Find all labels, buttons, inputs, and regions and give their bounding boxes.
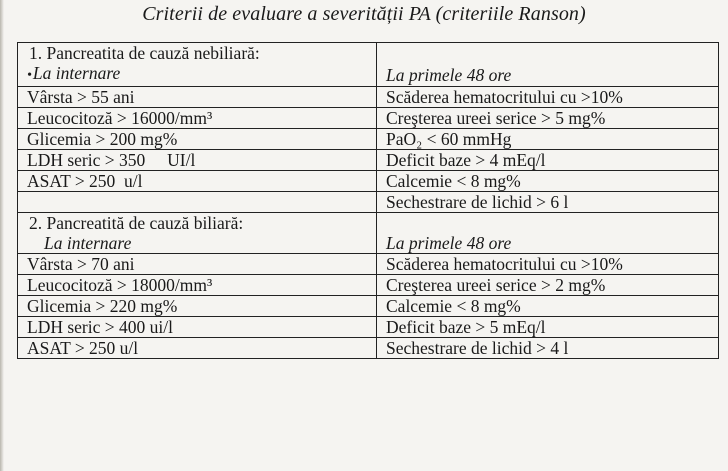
- ranson-criteria-table: [17, 42, 719, 359]
- first48-criterion: Calcemie < 8 mg%: [377, 296, 719, 317]
- table-row: [18, 338, 719, 359]
- section-subheading-row: [18, 63, 719, 87]
- first48-criterion: Deficit baze > 4 mEq/l: [377, 150, 719, 171]
- admission-criterion: Glicemia > 220 mg%: [18, 296, 377, 317]
- first48-criterion: Scăderea hematocritului cu >10%: [377, 87, 719, 108]
- page-title: Criterii de evaluare a severității PA (criteriile Ranson): [142, 3, 586, 25]
- first48-criterion: Calcemie < 8 mg%: [377, 171, 719, 192]
- table-row: [18, 129, 719, 150]
- section-heading: 1. Pancreatita de cauză nebiliară:: [18, 43, 377, 64]
- empty-cell: [377, 43, 719, 64]
- first48-label: La primele 48 ore: [377, 233, 719, 254]
- admission-criterion: Leucocitoză > 18000/mm³: [18, 275, 377, 296]
- admission-criterion: LDH seric > 350 UI/l: [18, 150, 377, 171]
- first48-label: La primele 48 ore: [377, 63, 719, 87]
- table-row: [18, 87, 719, 108]
- empty-cell: [377, 213, 719, 234]
- admission-criterion: ASAT > 250 u/l: [18, 171, 377, 192]
- table-row: [18, 296, 719, 317]
- bullet-icon: •: [27, 68, 32, 83]
- admission-label: La internare: [32, 63, 121, 83]
- admission-criterion: ASAT > 250 u/l: [18, 338, 377, 359]
- first48-criterion: Sechestrare de lichid > 4 l: [377, 338, 719, 359]
- first48-criterion: PaO₂ < 60 mmHg: [377, 129, 719, 150]
- admission-criterion: Leucocitoză > 16000/mm³: [18, 108, 377, 129]
- table-row: [18, 150, 719, 171]
- table-row: [18, 108, 719, 129]
- table-row: [18, 254, 719, 275]
- table-row: [18, 192, 719, 213]
- admission-label: La internare: [18, 233, 377, 254]
- admission-label-cell: [18, 63, 377, 87]
- first48-criterion: Creşterea ureei serice > 5 mg%: [377, 108, 719, 129]
- first48-criterion: Creşterea ureei serice > 2 mg%: [377, 275, 719, 296]
- first48-criterion: Deficit baze > 5 mEq/l: [377, 317, 719, 338]
- table-row: [18, 171, 719, 192]
- section-heading-row: [18, 43, 719, 64]
- table-row: [18, 275, 719, 296]
- section-heading-row: [18, 213, 719, 234]
- admission-criterion: Vârsta > 55 ani: [18, 87, 377, 108]
- first48-criterion: Sechestrare de lichid > 6 l: [377, 192, 719, 213]
- section-heading: 2. Pancreatită de cauză biliară:: [18, 213, 377, 234]
- admission-criterion: Glicemia > 200 mg%: [18, 129, 377, 150]
- scan-edge-shadow: [0, 0, 4, 471]
- first48-criterion: Scăderea hematocritului cu >10%: [377, 254, 719, 275]
- section-subheading-row: [18, 233, 719, 254]
- table-row: [18, 317, 719, 338]
- admission-criterion: [18, 192, 377, 213]
- admission-criterion: LDH seric > 400 ui/l: [18, 317, 377, 338]
- admission-criterion: Vârsta > 70 ani: [18, 254, 377, 275]
